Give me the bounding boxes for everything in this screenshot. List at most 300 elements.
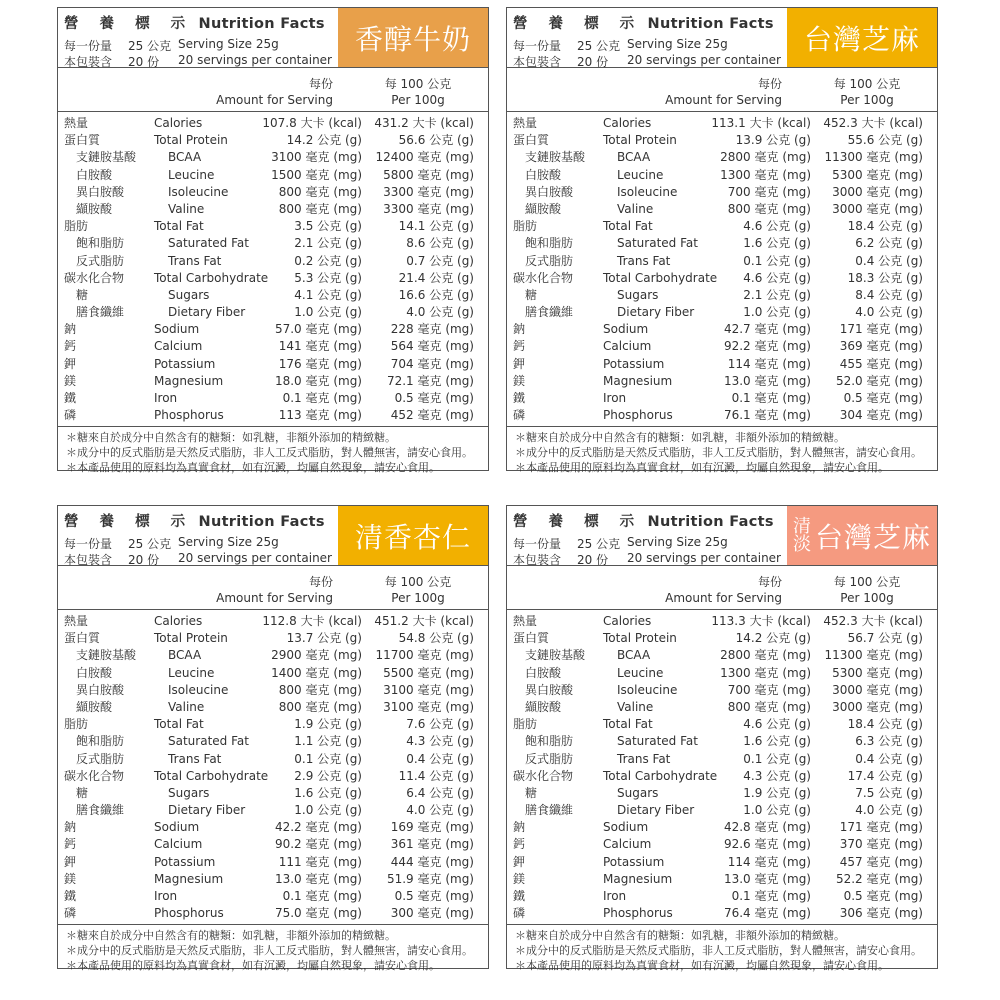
nutrient-name-zh: 鉀 bbox=[513, 356, 526, 371]
footnotes bbox=[515, 430, 922, 475]
nutrient-row bbox=[507, 167, 937, 184]
value-per-100g: 52.0 毫克 (mg) bbox=[835, 373, 923, 388]
value-per-100g: 0.4 公克 (g) bbox=[855, 751, 923, 766]
value-per-100g: 17.4 公克 (g) bbox=[847, 768, 923, 783]
nutrient-row bbox=[58, 819, 488, 836]
nutrient-name-en: Calcium bbox=[603, 837, 652, 852]
product-name-prefix: 清淡 bbox=[792, 515, 812, 555]
nutrient-name-en: Sugars bbox=[617, 287, 659, 302]
serving-info-a: 每一份量 bbox=[513, 39, 562, 53]
nutrient-name-zh: 鈣 bbox=[64, 837, 77, 852]
footnote: ＊本產品使用的原料均為真實食材，如有沉澱，均屬自然現象，請安心食用。 bbox=[515, 461, 889, 474]
nutrient-name-zh: 鈣 bbox=[513, 837, 526, 852]
nutrient-name-zh: 飽和脂肪 bbox=[525, 236, 574, 251]
value-per-serving: 75.0 毫克 (mg) bbox=[274, 906, 362, 921]
nutrient-row bbox=[507, 149, 937, 166]
nutrient-name-zh: 鎂 bbox=[513, 871, 526, 886]
per-serving-header bbox=[208, 76, 333, 108]
per-100g-en: Per 100g bbox=[840, 591, 894, 605]
per-serving-en: Amount for Serving bbox=[665, 93, 782, 107]
nutrient-name-zh: 碳水化合物 bbox=[64, 270, 125, 285]
nutrition-panel-milk bbox=[57, 7, 489, 474]
nutrient-name-zh: 鐵 bbox=[64, 889, 77, 903]
nutrient-name-zh: 反式脂肪 bbox=[76, 253, 125, 268]
value-per-serving: 0.1 毫克 (mg) bbox=[731, 889, 811, 903]
nutrition-panel-almond bbox=[57, 505, 489, 972]
nutrient-row bbox=[507, 699, 937, 716]
value-per-100g: 21.4 公克 (g) bbox=[398, 270, 474, 285]
value-per-100g: 0.5 毫克 (mg) bbox=[843, 391, 923, 405]
value-per-serving: 4.1 公克 (g) bbox=[294, 287, 362, 302]
serving-info-c: 20 servings per container bbox=[178, 551, 332, 565]
nutrient-name-zh: 蛋白質 bbox=[64, 631, 101, 646]
value-per-serving: 700 毫克 (mg) bbox=[727, 184, 811, 199]
value-per-100g: 12400 毫克 (mg) bbox=[375, 150, 474, 165]
value-per-serving: 111 毫克 (mg) bbox=[278, 854, 362, 869]
value-per-100g: 444 毫克 (mg) bbox=[390, 854, 474, 869]
nutrient-table bbox=[58, 115, 488, 424]
nutrient-name-en: Calories bbox=[603, 116, 652, 130]
value-per-serving: 1.0 公克 (g) bbox=[743, 803, 811, 818]
nutrient-name-zh: 異白胺酸 bbox=[525, 682, 574, 697]
value-per-100g: 3000 毫克 (mg) bbox=[832, 201, 923, 216]
nutrient-row bbox=[58, 647, 488, 664]
nutrient-row bbox=[58, 682, 488, 699]
nutrient-name-zh: 鎂 bbox=[64, 871, 77, 886]
nutrient-name-zh: 膳食纖維 bbox=[525, 305, 574, 320]
nutrient-row bbox=[58, 218, 488, 235]
value-per-serving: 800 毫克 (mg) bbox=[727, 699, 811, 714]
nutrient-row bbox=[507, 115, 937, 132]
value-per-100g: 6.4 公克 (g) bbox=[406, 785, 474, 800]
footnotes bbox=[515, 928, 922, 973]
value-per-serving: 0.1 毫克 (mg) bbox=[731, 391, 811, 405]
nutrient-row bbox=[58, 304, 488, 321]
nutrient-name-zh: 鈣 bbox=[64, 339, 77, 354]
nutrient-name-en: Saturated Fat bbox=[617, 236, 698, 251]
nutrient-name-zh: 白胺酸 bbox=[76, 167, 113, 182]
per-100g-zh: 每 100 公克 bbox=[833, 575, 901, 589]
nutrient-name-en: Trans Fat bbox=[617, 751, 671, 766]
nutrient-name-en: Potassium bbox=[603, 854, 665, 869]
value-per-serving: 4.3 公克 (g) bbox=[743, 768, 811, 783]
nutrient-name-en: Total Carbohydrate bbox=[154, 768, 269, 783]
nutrient-name-zh: 膳食纖維 bbox=[525, 803, 574, 818]
value-per-100g: 452.3 大卡 (kcal) bbox=[823, 614, 923, 628]
nutrient-row bbox=[507, 871, 937, 888]
per-serving-header bbox=[208, 574, 333, 606]
serving-info-b: 20 份 bbox=[128, 55, 160, 69]
nutrient-row bbox=[507, 768, 937, 785]
serving-info-b: 25 公克 bbox=[577, 39, 621, 53]
nutrient-name-zh: 鎂 bbox=[64, 373, 77, 388]
nutrient-name-en: Valine bbox=[617, 201, 654, 216]
per-serving-zh: 每份 bbox=[308, 575, 333, 589]
nutrient-name-zh: 膳食纖維 bbox=[76, 305, 125, 320]
nutrient-row bbox=[507, 888, 937, 905]
value-per-100g: 5300 毫克 (mg) bbox=[832, 665, 923, 680]
title-zh: 營 養 標 示 bbox=[64, 514, 194, 530]
value-per-serving: 1.0 公克 (g) bbox=[294, 305, 362, 320]
nutrient-row bbox=[507, 630, 937, 647]
value-per-100g: 3100 毫克 (mg) bbox=[383, 682, 474, 697]
nutrient-name-en: Trans Fat bbox=[168, 751, 222, 766]
panel-title bbox=[513, 510, 774, 531]
nutrient-name-en: Potassium bbox=[603, 356, 665, 371]
per-serving-en: Amount for Serving bbox=[216, 93, 333, 107]
value-per-100g: 11.4 公克 (g) bbox=[398, 768, 474, 783]
footnote: ＊糖來自於成分中自然含有的糖類：如乳糖，非額外添加的精緻糖。 bbox=[515, 929, 845, 942]
value-per-100g: 18.4 公克 (g) bbox=[847, 219, 923, 234]
value-per-serving: 3100 毫克 (mg) bbox=[271, 150, 362, 165]
nutrient-name-zh: 鈉 bbox=[513, 820, 526, 835]
nutrient-name-zh: 支鏈胺基酸 bbox=[76, 648, 137, 663]
nutrient-name-en: Trans Fat bbox=[168, 253, 222, 268]
product-name: 清香杏仁 bbox=[354, 520, 471, 554]
nutrient-row bbox=[507, 338, 937, 355]
per-serving-header bbox=[657, 76, 782, 108]
value-per-100g: 4.0 公克 (g) bbox=[855, 305, 923, 320]
nutrient-name-en: Magnesium bbox=[154, 871, 224, 886]
nutrition-panel-sesame bbox=[506, 7, 938, 474]
value-per-100g: 8.4 公克 (g) bbox=[855, 287, 923, 302]
serving-info-b: 20 份 bbox=[128, 553, 160, 567]
per-serving-en: Amount for Serving bbox=[216, 591, 333, 605]
value-per-serving: 1.0 公克 (g) bbox=[294, 803, 362, 818]
nutrient-row bbox=[58, 235, 488, 252]
nutrient-name-en: Iron bbox=[154, 391, 178, 405]
nutrient-row bbox=[58, 167, 488, 184]
footnote: ＊成分中的反式脂肪是天然反式脂肪，非人工反式脂肪，對人體無害，請安心食用。 bbox=[515, 944, 922, 957]
nutrient-name-zh: 鈉 bbox=[64, 322, 77, 337]
nutrition-panel-light-sesame bbox=[506, 505, 938, 972]
value-per-100g: 3000 毫克 (mg) bbox=[832, 699, 923, 714]
value-per-serving: 92.2 毫克 (mg) bbox=[723, 339, 811, 354]
divider bbox=[507, 67, 937, 68]
nutrient-name-zh: 膳食纖維 bbox=[76, 803, 125, 818]
value-per-serving: 4.6 公克 (g) bbox=[743, 270, 811, 285]
value-per-100g: 18.4 公克 (g) bbox=[847, 717, 923, 732]
title-en: Nutrition Facts bbox=[198, 16, 325, 32]
divider bbox=[507, 111, 937, 112]
value-per-serving: 13.0 毫克 (mg) bbox=[723, 871, 811, 886]
nutrient-name-en: Iron bbox=[603, 889, 627, 903]
value-per-100g: 56.7 公克 (g) bbox=[847, 631, 923, 646]
nutrient-row bbox=[58, 253, 488, 270]
nutrient-row bbox=[507, 235, 937, 252]
nutrient-row bbox=[507, 647, 937, 664]
divider bbox=[58, 111, 488, 112]
nutrient-name-zh: 磷 bbox=[513, 906, 526, 921]
nutrient-row bbox=[507, 733, 937, 750]
nutrient-name-en: Total Fat bbox=[603, 717, 653, 732]
nutrient-name-zh: 纈胺酸 bbox=[76, 699, 113, 714]
per-100g-header bbox=[807, 574, 927, 606]
value-per-serving: 0.1 毫克 (mg) bbox=[282, 391, 362, 405]
nutrient-name-en: Dietary Fiber bbox=[617, 305, 695, 320]
per-100g-zh: 每 100 公克 bbox=[384, 575, 452, 589]
value-per-serving: 0.2 公克 (g) bbox=[294, 253, 362, 268]
nutrient-name-zh: 磷 bbox=[64, 906, 77, 921]
product-name: 台灣芝麻 bbox=[814, 520, 931, 554]
nutrient-row bbox=[507, 132, 937, 149]
footnote: ＊本產品使用的原料均為真實食材，如有沉澱，均屬自然現象，請安心食用。 bbox=[66, 461, 440, 474]
nutrient-name-zh: 異白胺酸 bbox=[525, 184, 574, 199]
value-per-100g: 4.0 公克 (g) bbox=[855, 803, 923, 818]
divider bbox=[58, 609, 488, 610]
footnote: ＊本產品使用的原料均為真實食材，如有沉澱，均屬自然現象，請安心食用。 bbox=[66, 959, 440, 972]
value-per-serving: 0.1 公克 (g) bbox=[743, 751, 811, 766]
value-per-serving: 1500 毫克 (mg) bbox=[271, 167, 362, 182]
nutrient-row bbox=[58, 665, 488, 682]
value-per-serving: 18.0 毫克 (mg) bbox=[274, 373, 362, 388]
nutrient-row bbox=[507, 905, 937, 922]
nutrient-name-en: Total Protein bbox=[603, 631, 677, 646]
nutrient-name-en: Sodium bbox=[154, 820, 200, 835]
value-per-100g: 228 毫克 (mg) bbox=[390, 322, 474, 337]
serving-info-c: 20 servings per container bbox=[627, 53, 781, 67]
panel-title bbox=[64, 510, 325, 531]
nutrient-row bbox=[507, 304, 937, 321]
nutrient-row bbox=[507, 819, 937, 836]
nutrient-row bbox=[58, 338, 488, 355]
nutrient-name-en: Dietary Fiber bbox=[168, 305, 246, 320]
panel-title bbox=[513, 12, 774, 33]
product-name: 台灣芝麻 bbox=[803, 22, 920, 56]
value-per-serving: 42.2 毫克 (mg) bbox=[274, 820, 362, 835]
serving-info-b: 25 公克 bbox=[128, 39, 172, 53]
nutrient-row bbox=[58, 407, 488, 424]
nutrient-name-zh: 鐵 bbox=[513, 889, 526, 903]
nutrient-name-zh: 鉀 bbox=[513, 854, 526, 869]
panel-header bbox=[507, 8, 937, 67]
per-100g-header bbox=[358, 76, 478, 108]
value-per-serving: 57.0 毫克 (mg) bbox=[274, 322, 362, 337]
serving-info-c: Serving Size 25g bbox=[178, 535, 279, 549]
value-per-100g: 0.4 公克 (g) bbox=[406, 751, 474, 766]
nutrient-name-en: Valine bbox=[168, 699, 205, 714]
value-per-serving: 107.8 大卡 (kcal) bbox=[262, 116, 362, 130]
product-name: 香醇牛奶 bbox=[354, 22, 471, 56]
nutrient-name-zh: 糖 bbox=[76, 287, 89, 302]
value-per-serving: 1.9 公克 (g) bbox=[743, 785, 811, 800]
nutrient-row bbox=[58, 356, 488, 373]
nutrient-row bbox=[507, 665, 937, 682]
footnote: ＊成分中的反式脂肪是天然反式脂肪，非人工反式脂肪，對人體無害，請安心食用。 bbox=[515, 446, 922, 459]
nutrient-name-en: BCAA bbox=[617, 150, 651, 165]
panel-header bbox=[507, 506, 937, 565]
serving-info-c: 20 servings per container bbox=[178, 53, 332, 67]
serving-info-c: 20 servings per container bbox=[627, 551, 781, 565]
nutrient-table bbox=[507, 613, 937, 922]
per-100g-en: Per 100g bbox=[840, 93, 894, 107]
value-per-serving: 2.1 公克 (g) bbox=[294, 236, 362, 251]
value-per-100g: 51.9 毫克 (mg) bbox=[386, 871, 474, 886]
title-zh: 營 養 標 示 bbox=[513, 514, 643, 530]
value-per-100g: 455 毫克 (mg) bbox=[839, 356, 923, 371]
per-100g-en: Per 100g bbox=[391, 591, 445, 605]
nutrient-name-zh: 鈉 bbox=[513, 322, 526, 337]
value-per-100g: 3000 毫克 (mg) bbox=[832, 682, 923, 697]
value-per-100g: 72.1 毫克 (mg) bbox=[386, 373, 474, 388]
footnotes bbox=[66, 928, 473, 973]
value-per-serving: 1.6 公克 (g) bbox=[743, 236, 811, 251]
nutrient-name-en: Leucine bbox=[168, 665, 215, 680]
footnote: ＊糖來自於成分中自然含有的糖類：如乳糖，非額外添加的精緻糖。 bbox=[66, 431, 396, 444]
nutrient-name-en: Leucine bbox=[617, 167, 664, 182]
value-per-100g: 52.2 毫克 (mg) bbox=[835, 871, 923, 886]
nutrient-name-zh: 碳水化合物 bbox=[513, 768, 574, 783]
nutrient-name-en: Phosphorus bbox=[154, 408, 224, 423]
nutrient-name-en: Sodium bbox=[603, 322, 649, 337]
value-per-100g: 3300 毫克 (mg) bbox=[383, 184, 474, 199]
nutrient-name-zh: 鐵 bbox=[64, 391, 77, 405]
value-per-serving: 1.0 公克 (g) bbox=[743, 305, 811, 320]
nutrient-name-en: Isoleucine bbox=[617, 682, 678, 697]
value-per-serving: 0.1 毫克 (mg) bbox=[282, 889, 362, 903]
nutrient-name-en: Isoleucine bbox=[617, 184, 678, 199]
nutrient-name-zh: 糖 bbox=[525, 785, 538, 800]
title-zh: 營 養 標 示 bbox=[513, 16, 643, 32]
value-per-100g: 6.3 公克 (g) bbox=[855, 734, 923, 749]
nutrient-name-en: Phosphorus bbox=[154, 906, 224, 921]
nutrient-name-en: Sodium bbox=[603, 820, 649, 835]
value-per-100g: 3000 毫克 (mg) bbox=[832, 184, 923, 199]
nutrient-name-zh: 蛋白質 bbox=[513, 133, 550, 148]
value-per-100g: 171 毫克 (mg) bbox=[839, 322, 923, 337]
value-per-serving: 92.6 毫克 (mg) bbox=[723, 837, 811, 852]
panel-header bbox=[58, 8, 488, 67]
per-100g-header bbox=[358, 574, 478, 606]
value-per-serving: 13.0 毫克 (mg) bbox=[274, 871, 362, 886]
footnote: ＊糖來自於成分中自然含有的糖類：如乳糖，非額外添加的精緻糖。 bbox=[515, 431, 845, 444]
per-serving-zh: 每份 bbox=[308, 77, 333, 91]
value-per-serving: 800 毫克 (mg) bbox=[278, 699, 362, 714]
nutrient-row bbox=[58, 613, 488, 630]
nutrient-name-en: Total Carbohydrate bbox=[154, 270, 269, 285]
value-per-100g: 16.6 公克 (g) bbox=[398, 287, 474, 302]
value-per-100g: 370 毫克 (mg) bbox=[839, 837, 923, 852]
value-per-100g: 452.3 大卡 (kcal) bbox=[823, 116, 923, 130]
value-per-serving: 3.5 公克 (g) bbox=[294, 219, 362, 234]
value-per-serving: 14.2 公克 (g) bbox=[735, 631, 811, 646]
serving-info-b: 20 份 bbox=[577, 55, 609, 69]
nutrient-row bbox=[507, 854, 937, 871]
per-100g-zh: 每 100 公克 bbox=[833, 77, 901, 91]
value-per-100g: 704 毫克 (mg) bbox=[390, 356, 474, 371]
serving-info-a: 每一份量 bbox=[64, 39, 113, 53]
nutrient-row bbox=[58, 888, 488, 905]
serving-info-b: 20 份 bbox=[577, 553, 609, 567]
nutrient-name-en: BCAA bbox=[168, 648, 202, 663]
value-per-100g: 14.1 公克 (g) bbox=[398, 219, 474, 234]
nutrient-name-zh: 支鏈胺基酸 bbox=[525, 648, 586, 663]
nutrient-name-en: Magnesium bbox=[603, 373, 673, 388]
title-zh: 營 養 標 示 bbox=[64, 16, 194, 32]
value-per-100g: 4.0 公克 (g) bbox=[406, 305, 474, 320]
nutrient-row bbox=[507, 785, 937, 802]
nutrient-row bbox=[507, 836, 937, 853]
value-per-serving: 1.6 公克 (g) bbox=[743, 734, 811, 749]
nutrient-name-en: Iron bbox=[603, 391, 627, 405]
value-per-100g: 0.4 公克 (g) bbox=[855, 253, 923, 268]
value-per-serving: 13.7 公克 (g) bbox=[286, 631, 362, 646]
value-per-serving: 1.6 公克 (g) bbox=[294, 785, 362, 800]
nutrient-name-en: Total Protein bbox=[603, 133, 677, 148]
nutrient-name-en: Potassium bbox=[154, 356, 216, 371]
nutrient-name-en: Magnesium bbox=[603, 871, 673, 886]
nutrient-row bbox=[58, 270, 488, 287]
product-name-badge bbox=[338, 8, 488, 67]
serving-info-a: 本包裝含 bbox=[513, 553, 562, 567]
value-per-serving: 800 毫克 (mg) bbox=[278, 184, 362, 199]
nutrient-name-en: Isoleucine bbox=[168, 682, 229, 697]
nutrient-name-en: Saturated Fat bbox=[168, 734, 249, 749]
value-per-serving: 76.4 毫克 (mg) bbox=[723, 906, 811, 921]
nutrient-name-en: Sugars bbox=[168, 287, 210, 302]
nutrient-name-zh: 蛋白質 bbox=[513, 631, 550, 646]
title-en: Nutrition Facts bbox=[198, 514, 325, 530]
value-per-serving: 113.1 大卡 (kcal) bbox=[711, 116, 811, 130]
per-serving-en: Amount for Serving bbox=[665, 591, 782, 605]
nutrient-name-zh: 白胺酸 bbox=[525, 167, 562, 182]
nutrient-row bbox=[58, 871, 488, 888]
nutrient-name-zh: 蛋白質 bbox=[64, 133, 101, 148]
serving-info-a: 本包裝含 bbox=[64, 553, 113, 567]
per-serving-zh: 每份 bbox=[757, 575, 782, 589]
value-per-serving: 800 毫克 (mg) bbox=[727, 201, 811, 216]
value-per-serving: 0.1 公克 (g) bbox=[294, 751, 362, 766]
nutrient-name-zh: 糖 bbox=[76, 785, 89, 800]
footnote: ＊成分中的反式脂肪是天然反式脂肪，非人工反式脂肪，對人體無害，請安心食用。 bbox=[66, 944, 473, 957]
value-per-100g: 5500 毫克 (mg) bbox=[383, 665, 474, 680]
per-100g-en: Per 100g bbox=[391, 93, 445, 107]
nutrient-name-zh: 熱量 bbox=[64, 116, 89, 130]
nutrient-row bbox=[58, 390, 488, 407]
divider bbox=[507, 565, 937, 566]
value-per-serving: 4.6 公克 (g) bbox=[743, 717, 811, 732]
value-per-100g: 304 毫克 (mg) bbox=[839, 408, 923, 423]
value-per-serving: 0.1 公克 (g) bbox=[743, 253, 811, 268]
value-per-100g: 7.6 公克 (g) bbox=[406, 717, 474, 732]
nutrient-name-en: Dietary Fiber bbox=[168, 803, 246, 818]
serving-info-a: 每一份量 bbox=[64, 537, 113, 551]
nutrient-row bbox=[58, 184, 488, 201]
nutrient-name-en: BCAA bbox=[168, 150, 202, 165]
nutrient-row bbox=[507, 682, 937, 699]
nutrient-name-en: Total Protein bbox=[154, 631, 228, 646]
value-per-serving: 2.1 公克 (g) bbox=[743, 287, 811, 302]
value-per-100g: 171 毫克 (mg) bbox=[839, 820, 923, 835]
nutrient-name-zh: 熱量 bbox=[513, 614, 538, 628]
nutrient-name-en: Calcium bbox=[603, 339, 652, 354]
value-per-100g: 3300 毫克 (mg) bbox=[383, 201, 474, 216]
value-per-100g: 451.2 大卡 (kcal) bbox=[374, 614, 474, 628]
nutrient-name-zh: 碳水化合物 bbox=[513, 270, 574, 285]
nutrient-row bbox=[58, 373, 488, 390]
value-per-100g: 5800 毫克 (mg) bbox=[383, 167, 474, 182]
value-per-100g: 361 毫克 (mg) bbox=[390, 837, 474, 852]
value-per-100g: 4.3 公克 (g) bbox=[406, 734, 474, 749]
nutrient-name-en: Phosphorus bbox=[603, 408, 673, 423]
nutrient-name-zh: 支鏈胺基酸 bbox=[76, 150, 137, 165]
nutrient-row bbox=[58, 115, 488, 132]
nutrient-name-zh: 鉀 bbox=[64, 854, 77, 869]
value-per-serving: 2.9 公克 (g) bbox=[294, 768, 362, 783]
nutrient-row bbox=[58, 201, 488, 218]
nutrient-row bbox=[507, 407, 937, 424]
value-per-100g: 6.2 公克 (g) bbox=[855, 236, 923, 251]
